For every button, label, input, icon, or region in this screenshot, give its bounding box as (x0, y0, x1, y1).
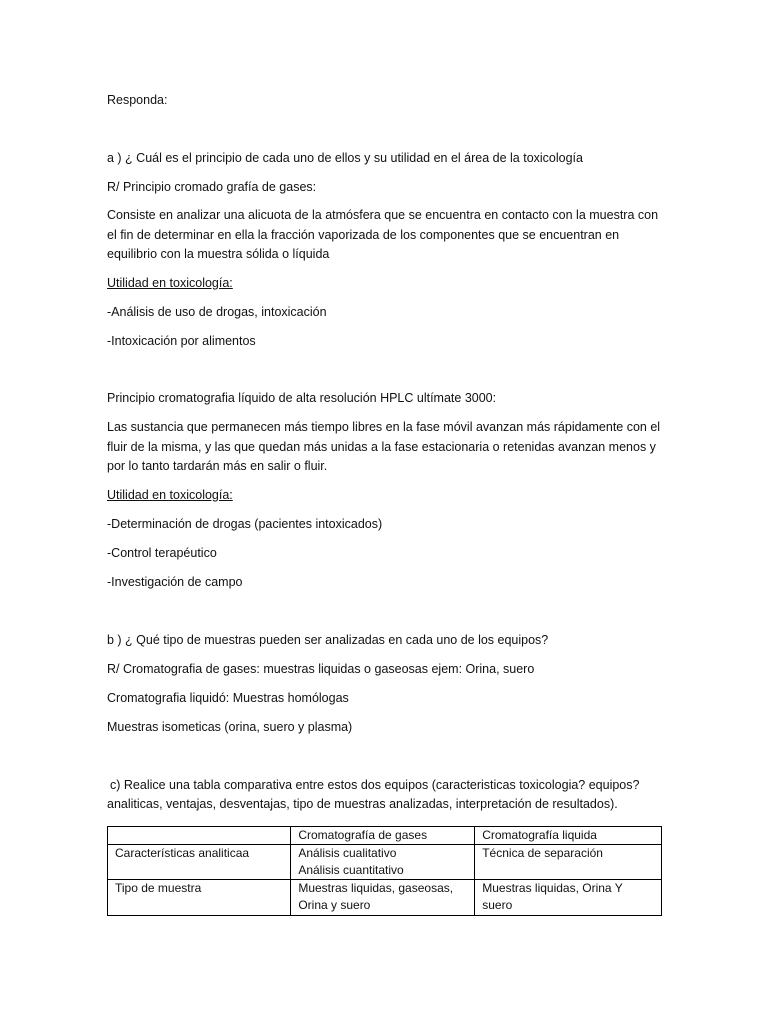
question-a: a ) ¿ Cuál es el principio de cada uno de ellos y su utilidad en el área de la toxicología (107, 151, 583, 165)
table-cell (291, 845, 475, 880)
cell-line: Técnica de separación (482, 846, 603, 860)
cell-line: Muestras liquidas, gaseosas, (298, 881, 454, 895)
hplc-utility-item: -Control terapéutico (107, 546, 217, 560)
table-header-cell: Cromatografía liquida (475, 827, 662, 845)
answer-b-line: Cromatografia liquidó: Muestras homólogas (107, 691, 349, 705)
hplc-principle-title: Principio cromatografia líquido de alta resolución HPLC ultímate 3000: (107, 391, 497, 405)
table-cell (475, 880, 662, 916)
gc-utility-item: -Intoxicación por alimentos (107, 334, 256, 348)
answer-b-line: Muestras isometicas (orina, suero y plasma) (107, 720, 353, 734)
table-header-cell: Cromatografía de gases (291, 827, 475, 845)
comparison-table (107, 826, 662, 916)
cell-line: Análisis cualitativo (298, 846, 397, 860)
table-row (108, 845, 662, 880)
table-row (108, 880, 662, 916)
question-c-continuation: analiticas, ventajas, desventajas, tipo de muestras analizadas, interpretación de resultados). (107, 797, 618, 811)
gc-utility-item: -Análisis de uso de drogas, intoxicación (107, 305, 327, 319)
cell-line: suero (482, 898, 513, 912)
gc-utility-label: Utilidad en toxicología: (107, 276, 233, 290)
table-header-row (108, 827, 662, 845)
row-label: Tipo de muestra (108, 880, 291, 916)
hplc-principle-description: Las sustancia que permanecen más tiempo libres en la fase móvil avanzan más rápidamente con el fluir de la misma, y las que quedan más unidas a la fase estacionaria o retenidas avanzan menos y por lo tanto tardarán más en salir o fluir. (107, 420, 661, 473)
cell-line: Orina y suero (298, 898, 371, 912)
gc-principle-description: Consiste en analizar una alicuota de la atmósfera que se encuentra en contacto con la muestra con el fin de determinar en ella la fracción vaporizada de los componentes que se encuentran en equilibrio con la muestra sólida o líquida (107, 208, 659, 261)
cell-line: Análisis cuantitativo (298, 863, 404, 877)
table-cell (291, 880, 475, 916)
question-c: c) Realice una tabla comparativa entre estos dos equipos (caracteristicas toxicologia? equipos? (110, 778, 640, 792)
page-heading: Responda: (107, 93, 168, 107)
hplc-utility-item: -Determinación de drogas (pacientes intoxicados) (107, 517, 383, 531)
table-cell (475, 845, 662, 880)
row-label: Características analiticaa (108, 845, 291, 880)
cell-line: Muestras liquidas, Orina Y (482, 881, 623, 895)
hplc-utility-item: -Investigación de campo (107, 575, 243, 589)
answer-b-line: R/ Cromatografia de gases: muestras liquidas o gaseosas ejem: Orina, suero (107, 662, 535, 676)
gc-principle-title: R/ Principio cromado grafía de gases: (107, 180, 317, 194)
question-b: b ) ¿ Qué tipo de muestras pueden ser analizadas en cada uno de los equipos? (107, 633, 549, 647)
table-header-cell (108, 827, 291, 845)
hplc-utility-label: Utilidad en toxicología: (107, 488, 233, 502)
